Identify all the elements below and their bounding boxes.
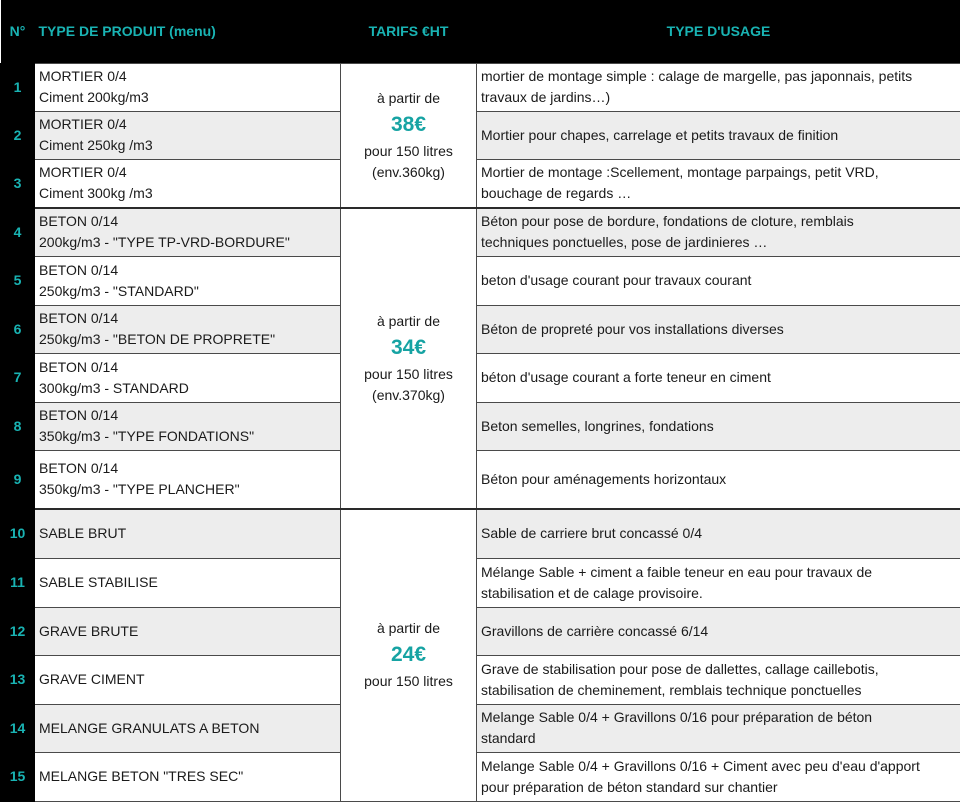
row-number: 9 bbox=[1, 450, 35, 509]
price-volume: pour 150 litres bbox=[364, 366, 453, 382]
product-cell bbox=[35, 752, 341, 801]
product-cell bbox=[35, 63, 341, 111]
product-cell bbox=[35, 256, 341, 305]
usage-cell bbox=[477, 655, 960, 704]
table-row bbox=[1, 752, 960, 801]
product-line: Ciment 200kg/m3 bbox=[39, 89, 149, 105]
product-cell bbox=[35, 353, 341, 402]
usage-cell bbox=[477, 63, 960, 111]
usage-line: Béton pour aménagements horizontaux bbox=[481, 470, 727, 487]
price-cell bbox=[341, 63, 477, 208]
table-row bbox=[1, 111, 960, 159]
product-line: MELANGE GRANULATS A BETON bbox=[39, 719, 260, 736]
product-cell bbox=[35, 159, 341, 208]
usage-line: travaux de jardins…) bbox=[481, 89, 611, 105]
usage-cell bbox=[477, 353, 960, 402]
row-number: 5 bbox=[1, 256, 35, 305]
row-number: 12 bbox=[1, 607, 35, 655]
usage-line: techniques ponctuelles, pose de jardinieres … bbox=[481, 234, 768, 251]
product-cell bbox=[35, 509, 341, 558]
table-body bbox=[1, 63, 960, 801]
price-from-label: à partir de bbox=[376, 620, 441, 637]
product-line: 300kg/m3 - STANDARD bbox=[39, 379, 189, 396]
header-number: N° bbox=[1, 0, 35, 63]
product-line: MORTIER 0/4 bbox=[39, 68, 127, 84]
usage-line: pour préparation de béton standard sur chantier bbox=[481, 778, 778, 795]
header-usage-type: TYPE D'USAGE bbox=[477, 0, 960, 63]
usage-line: béton d'usage courant a forte teneur en ciment bbox=[481, 369, 771, 385]
row-number: 2 bbox=[1, 111, 35, 159]
usage-cell bbox=[477, 208, 960, 256]
usage-line: beton d'usage courant pour travaux courant bbox=[481, 272, 752, 288]
price-value: 34€ bbox=[390, 336, 427, 359]
row-number: 14 bbox=[1, 704, 35, 752]
product-line: SABLE BRUT bbox=[39, 525, 127, 542]
product-cell bbox=[35, 704, 341, 752]
table-row bbox=[1, 353, 960, 402]
usage-line: Béton pour pose de bordure, fondations de cloture, remblais bbox=[481, 213, 854, 230]
usage-line: Mortier pour chapes, carrelage et petits travaux de finition bbox=[481, 126, 839, 143]
product-line: 350kg/m3 - "TYPE FONDATIONS" bbox=[39, 428, 255, 444]
price-cell bbox=[341, 208, 477, 509]
usage-line: Sable de carriere brut concassé 0/4 bbox=[481, 525, 703, 542]
row-number: 6 bbox=[1, 305, 35, 353]
usage-line: mortier de montage simple : calage de margelle, pas japonnais, petits bbox=[481, 68, 913, 84]
product-line: GRAVE BRUTE bbox=[39, 622, 139, 639]
product-line: SABLE STABILISE bbox=[39, 574, 158, 590]
row-number: 11 bbox=[1, 558, 35, 607]
usage-line: stabilisation de cheminement, remblais technique ponctuelles bbox=[481, 681, 862, 698]
product-line: BETON 0/14 bbox=[39, 213, 119, 230]
product-cell bbox=[35, 558, 341, 607]
usage-cell bbox=[477, 704, 960, 752]
product-line: BETON 0/14 bbox=[39, 407, 119, 423]
usage-line: Beton semelles, longrines, fondations bbox=[481, 417, 714, 434]
price-volume: pour 150 litres bbox=[364, 673, 453, 690]
table-row bbox=[1, 558, 960, 607]
row-number: 7 bbox=[1, 353, 35, 402]
price-weight: (env.360kg) bbox=[372, 163, 445, 180]
usage-cell bbox=[477, 256, 960, 305]
table-row bbox=[1, 704, 960, 752]
product-line: MORTIER 0/4 bbox=[39, 164, 127, 181]
row-number: 15 bbox=[1, 752, 35, 801]
product-line: BETON 0/14 bbox=[39, 261, 119, 278]
table-row bbox=[1, 305, 960, 353]
product-line: MORTIER 0/4 bbox=[39, 116, 127, 132]
table-row bbox=[1, 256, 960, 305]
product-line: 250kg/m3 - "STANDARD" bbox=[39, 282, 199, 299]
product-line: 350kg/m3 - "TYPE PLANCHER" bbox=[39, 481, 240, 498]
product-cell bbox=[35, 208, 341, 256]
table-row bbox=[1, 607, 960, 655]
row-number: 3 bbox=[1, 159, 35, 208]
price-value: 24€ bbox=[390, 643, 427, 667]
row-number: 4 bbox=[1, 208, 35, 256]
price-cell bbox=[341, 509, 477, 801]
usage-cell bbox=[477, 558, 960, 607]
product-line: MELANGE BETON "TRES SEC" bbox=[39, 768, 244, 784]
usage-line: Mortier de montage :Scellement, montage parpaings, petit VRD, bbox=[481, 164, 879, 181]
product-cell bbox=[35, 402, 341, 450]
price-value: 38€ bbox=[390, 112, 427, 136]
usage-line: Mélange Sable + ciment a faible teneur en eau pour travaux de bbox=[481, 563, 873, 580]
product-line: 250kg/m3 - "BETON DE PROPRETE" bbox=[39, 331, 276, 347]
usage-line: bouchage de regards … bbox=[481, 185, 632, 202]
usage-line: Gravillons de carrière concassé 6/14 bbox=[481, 622, 709, 639]
product-line: BETON 0/14 bbox=[39, 310, 119, 326]
price-weight: (env.370kg) bbox=[372, 387, 445, 403]
usage-line: Béton de propreté pour vos installations diverses bbox=[481, 320, 784, 337]
product-cell bbox=[35, 111, 341, 159]
usage-cell bbox=[477, 159, 960, 208]
product-line: BETON 0/14 bbox=[39, 460, 119, 477]
table-row bbox=[1, 63, 960, 111]
row-number: 1 bbox=[1, 63, 35, 111]
table-row bbox=[1, 655, 960, 704]
header-tarifs: TARIFS €HT bbox=[341, 0, 477, 63]
product-line: Ciment 300kg /m3 bbox=[39, 185, 153, 202]
price-from-label: à partir de bbox=[376, 89, 441, 106]
product-cell bbox=[35, 305, 341, 353]
table-header-row bbox=[1, 0, 960, 63]
usage-cell bbox=[477, 509, 960, 558]
table-row bbox=[1, 509, 960, 558]
row-number: 8 bbox=[1, 402, 35, 450]
product-line: 200kg/m3 - "TYPE TP-VRD-BORDURE" bbox=[39, 234, 290, 251]
product-cell bbox=[35, 607, 341, 655]
usage-line: Grave de stabilisation pour pose de dallettes, callage caillebotis, bbox=[481, 660, 879, 677]
usage-cell bbox=[477, 450, 960, 509]
product-cell bbox=[35, 655, 341, 704]
table-row bbox=[1, 450, 960, 509]
usage-line: Melange Sable 0/4 + Gravillons 0/16 pour préparation de béton bbox=[481, 709, 873, 725]
usage-cell bbox=[477, 752, 960, 801]
table-row bbox=[1, 402, 960, 450]
usage-line: Melange Sable 0/4 + Gravillons 0/16 + Ciment avec peu d'eau d'apport bbox=[481, 757, 920, 774]
product-line: GRAVE CIMENT bbox=[39, 671, 145, 687]
table-row bbox=[1, 208, 960, 256]
usage-cell bbox=[477, 402, 960, 450]
row-number: 13 bbox=[1, 655, 35, 704]
usage-line: stabilisation et de calage provisoire. bbox=[481, 584, 703, 601]
usage-cell bbox=[477, 607, 960, 655]
usage-cell bbox=[477, 305, 960, 353]
row-number: 10 bbox=[1, 509, 35, 558]
product-line: Ciment 250kg /m3 bbox=[39, 137, 153, 153]
table-row bbox=[1, 159, 960, 208]
price-from-label: à partir de bbox=[376, 313, 441, 329]
product-cell bbox=[35, 450, 341, 509]
price-volume: pour 150 litres bbox=[364, 142, 453, 159]
usage-cell bbox=[477, 111, 960, 159]
header-product-type: TYPE DE PRODUIT (menu) bbox=[35, 0, 341, 63]
usage-line: standard bbox=[481, 730, 536, 746]
product-line: BETON 0/14 bbox=[39, 358, 119, 375]
